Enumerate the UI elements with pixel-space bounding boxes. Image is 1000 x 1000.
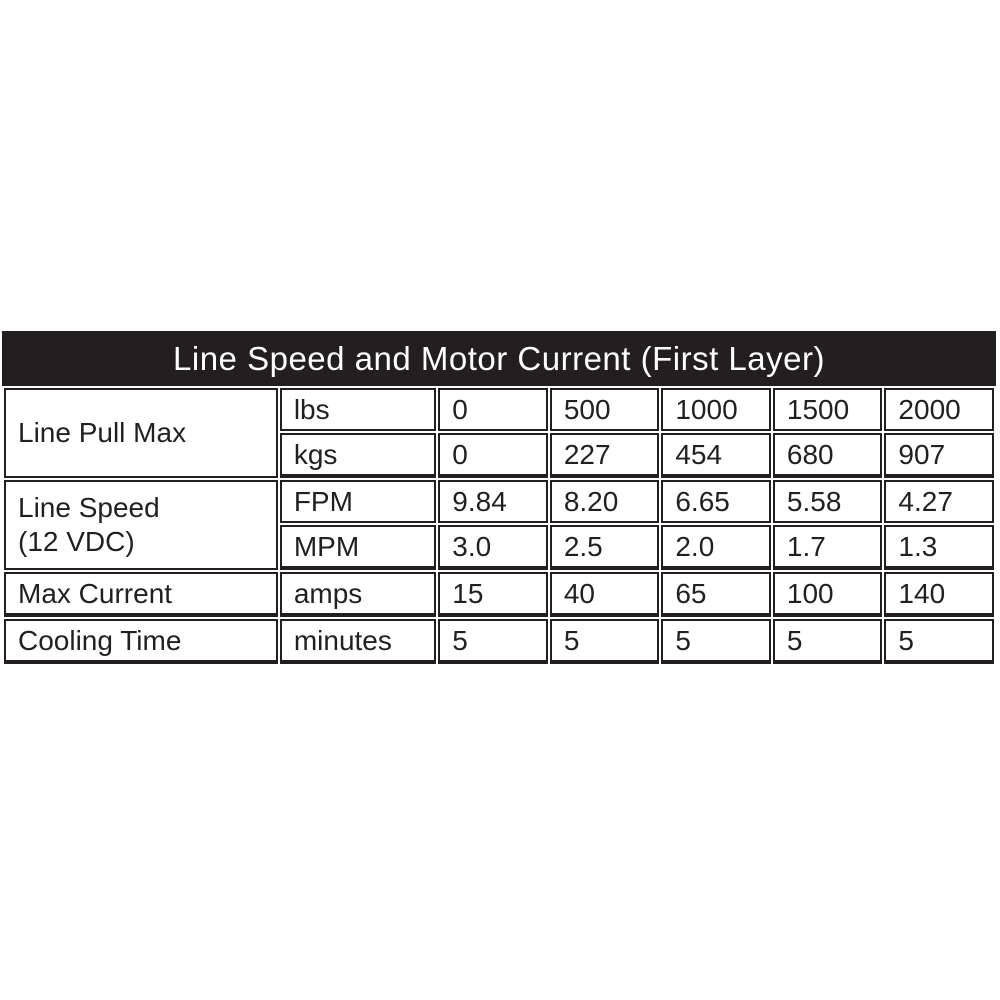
value-cell: 1000 <box>661 388 771 431</box>
value-cell: 9.84 <box>438 480 548 523</box>
row-label-line-speed-line2: (12 VDC) <box>18 526 135 557</box>
row-label-line-speed-line1: Line Speed <box>18 492 160 523</box>
value-cell: 907 <box>884 433 994 478</box>
value-cell: 40 <box>550 572 660 617</box>
table-title: Line Speed and Motor Current (First Layer) <box>173 339 825 377</box>
value-cell: 1.7 <box>773 525 883 570</box>
value-cell: 2.0 <box>661 525 771 570</box>
value-cell: 1.3 <box>884 525 994 570</box>
unit-cell-fpm: FPM <box>280 480 436 523</box>
value-cell: 5 <box>884 619 994 664</box>
unit-cell-lbs: lbs <box>280 388 436 431</box>
value-cell: 5 <box>550 619 660 664</box>
value-cell: 1500 <box>773 388 883 431</box>
value-cell: 6.65 <box>661 480 771 523</box>
row-label-cooling-time: Cooling Time <box>4 619 278 664</box>
value-cell: 100 <box>773 572 883 617</box>
value-cell: 5 <box>438 619 548 664</box>
row-label-max-current: Max Current <box>4 572 278 617</box>
spec-table <box>2 331 996 666</box>
unit-cell-mpm: MPM <box>280 525 436 570</box>
spec-table-grid <box>2 386 996 666</box>
table-row <box>4 572 994 617</box>
value-cell: 500 <box>550 388 660 431</box>
value-cell: 65 <box>661 572 771 617</box>
value-cell: 0 <box>438 433 548 478</box>
value-cell: 227 <box>550 433 660 478</box>
value-cell: 2000 <box>884 388 994 431</box>
unit-cell-minutes: minutes <box>280 619 436 664</box>
value-cell: 8.20 <box>550 480 660 523</box>
value-cell: 0 <box>438 388 548 431</box>
unit-cell-kgs: kgs <box>280 433 436 478</box>
value-cell: 2.5 <box>550 525 660 570</box>
value-cell: 454 <box>661 433 771 478</box>
value-cell: 5 <box>661 619 771 664</box>
value-cell: 3.0 <box>438 525 548 570</box>
row-label-line-pull-max: Line Pull Max <box>4 388 278 478</box>
value-cell: 680 <box>773 433 883 478</box>
table-row <box>4 619 994 664</box>
row-label-line-speed <box>4 480 278 570</box>
value-cell: 5 <box>773 619 883 664</box>
value-cell: 15 <box>438 572 548 617</box>
value-cell: 5.58 <box>773 480 883 523</box>
value-cell: 140 <box>884 572 994 617</box>
unit-cell-amps: amps <box>280 572 436 617</box>
table-title-bar <box>2 331 996 386</box>
value-cell: 4.27 <box>884 480 994 523</box>
table-row <box>4 480 994 523</box>
table-row <box>4 388 994 431</box>
